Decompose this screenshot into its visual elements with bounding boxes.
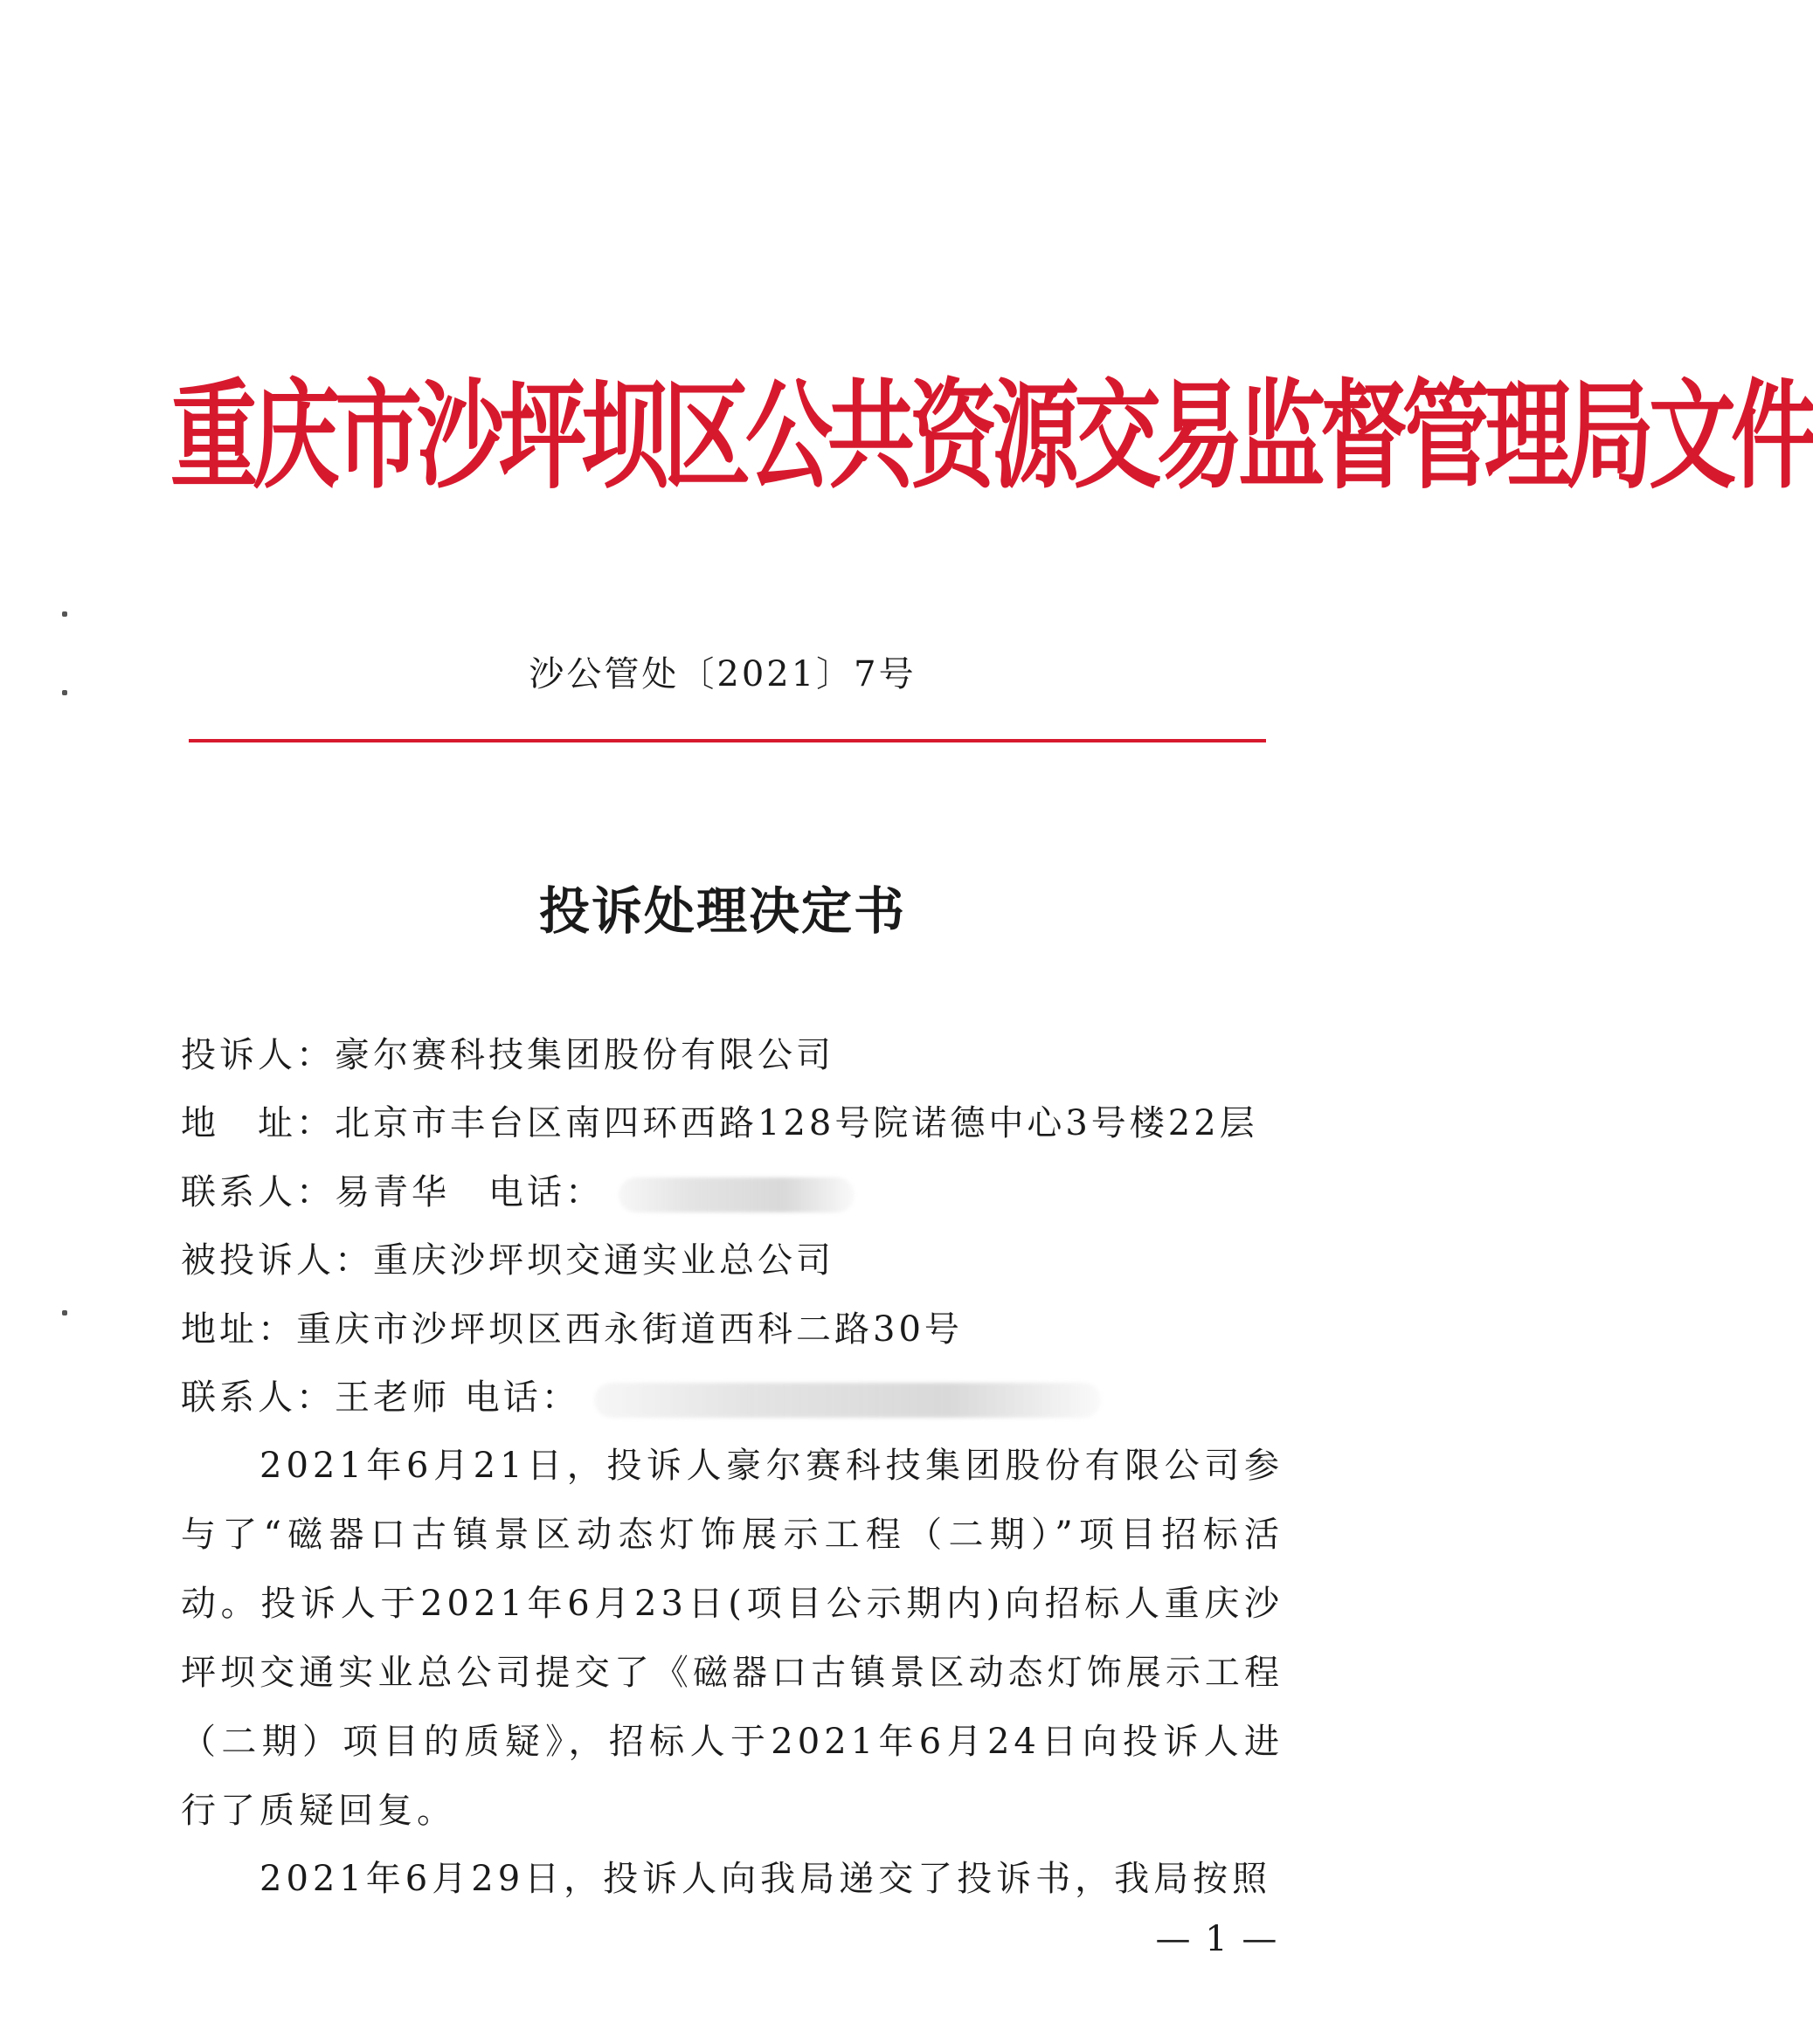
complainant-line bbox=[181, 1029, 1291, 1081]
scan-mark bbox=[62, 1310, 67, 1315]
body-paragraph: 2021年6月29日，投诉人向我局递交了投诉书，我局按照 bbox=[259, 1859, 1272, 1899]
page-number: — 1 — bbox=[1155, 1919, 1279, 1959]
redacted-phone bbox=[594, 1383, 1101, 1418]
respondent-contact-text: 联系人：王老师 电话： bbox=[181, 1378, 580, 1418]
complainant-contact-line bbox=[181, 1166, 1291, 1219]
complainant-address-text: 地 址：北京市丰台区南四环西路128号院诺德中心3号楼22层 bbox=[181, 1103, 1258, 1143]
document-number: 沙公管处〔2021〕7号 bbox=[529, 654, 917, 694]
body-paragraph: 2021年6月21日，投诉人豪尔赛科技集团股份有限公司参与了“磁器口古镇景区动态灯饰展示工程（二期）”项目招标活动。投诉人于2021年6月23日(项目公示期内)向招标人重庆沙坪坝交通实业总公司提交了《磁器口古镇景区动态灯饰展示工程（二期）项目的质疑》，招标人于2021年6月24日向投诉人进行了质疑回复。 bbox=[181, 1446, 1284, 1831]
redacted-phone bbox=[619, 1177, 855, 1212]
scan-mark bbox=[62, 611, 67, 617]
complainant-text: 投诉人：豪尔赛科技集团股份有限公司 bbox=[181, 1035, 834, 1075]
respondent-line bbox=[181, 1234, 1291, 1287]
document-header-title: 重庆市沙坪坝区公共资源交易监督管理局文件 bbox=[170, 367, 1813, 506]
complainant-contact-text: 联系人：易青华 电话： bbox=[181, 1172, 604, 1212]
respondent-text: 被投诉人：重庆沙坪坝交通实业总公司 bbox=[181, 1240, 834, 1281]
respondent-contact-line bbox=[181, 1371, 1291, 1424]
decision-title: 投诉处理决定书 bbox=[538, 881, 906, 941]
respondent-address-line bbox=[181, 1303, 1291, 1356]
complainant-address-line bbox=[181, 1097, 1291, 1150]
red-divider-line bbox=[189, 739, 1266, 742]
respondent-address-text: 地址：重庆市沙坪坝区西永街道西科二路30号 bbox=[181, 1309, 963, 1350]
